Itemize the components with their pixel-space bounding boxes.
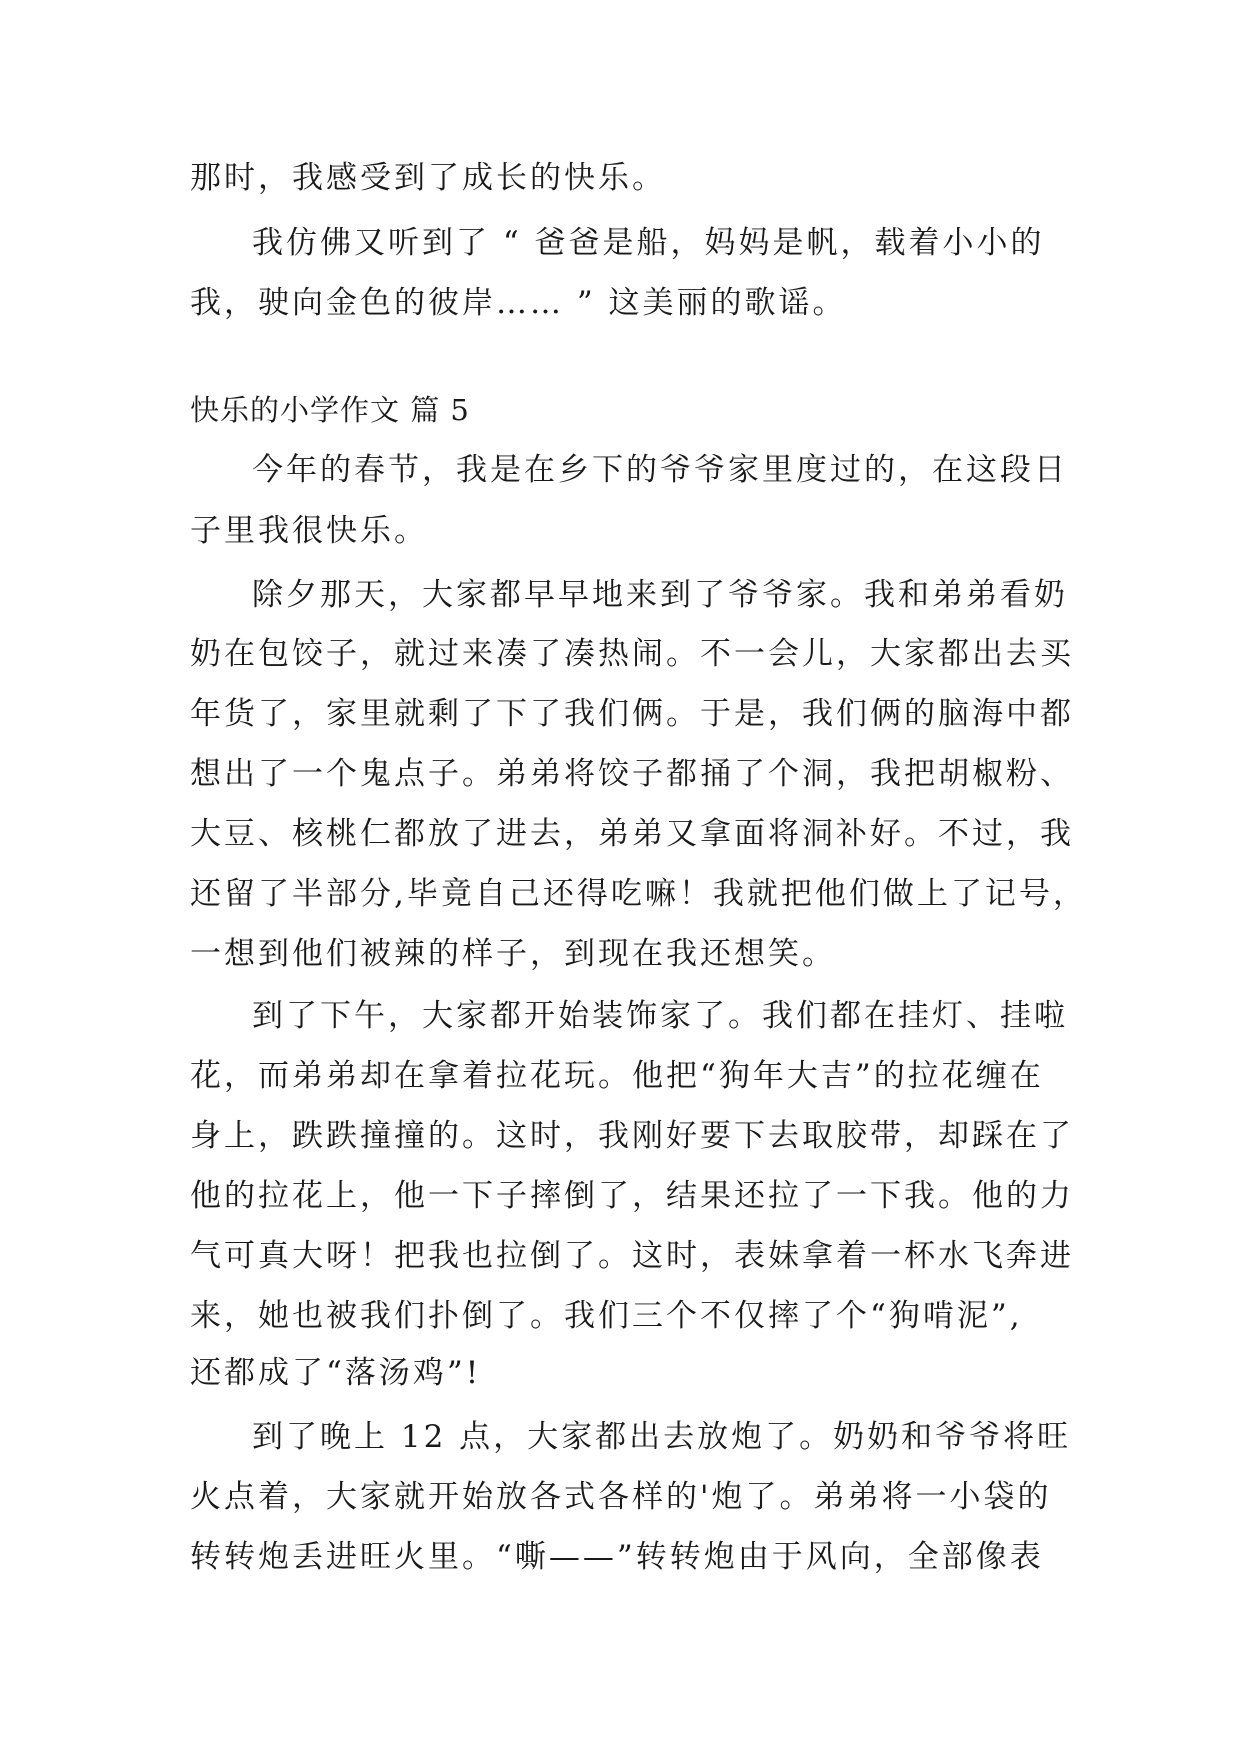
- text-line: 气可真大呀！把我也拉倒了。这时，表妹拿着一杯水飞奔进: [190, 1238, 1074, 1274]
- paragraph-first-line: 到了下午，大家都开始装饰家了。我们都在挂灯、挂啦: [252, 998, 1068, 1034]
- paragraph-first-line: 我仿佛又听到了 “ 爸爸是船，妈妈是帆，载着小小的: [252, 225, 1045, 261]
- text-line: 想出了一个鬼点子。弟弟将饺子都捅了个洞，我把胡椒粉、: [190, 756, 1074, 792]
- text-line: 还留了半部分,毕竟自己还得吃嘛！我就把他们做上了记号，: [190, 876, 1087, 912]
- text-line: 火点着，大家就开始放各式各样的'炮了。弟弟将一小袋的: [190, 1479, 1052, 1515]
- text-line: 转转炮丢进旺火里。“嘶——”转转炮由于风向，全部像表: [190, 1539, 1044, 1575]
- text-line: 大豆、核桃仁都放了进去，弟弟又拿面将洞补好。不过，我: [190, 816, 1074, 852]
- text-line: 年货了，家里就剩了下了我们俩。于是，我们俩的脑海中都: [190, 696, 1074, 732]
- text-line: 来，她也被我们扑倒了。我们三个不仅摔了个“狗啃泥”,: [190, 1298, 1023, 1334]
- paragraph-first-line: 到了晚上 12 点，大家都出去放炮了。奶奶和爷爷将旺: [252, 1419, 1072, 1455]
- text-line: 子里我很快乐。: [190, 513, 428, 549]
- text-line: 花，而弟弟却在拿着拉花玩。他把“狗年大吉”的拉花缠在: [190, 1058, 1044, 1094]
- section-heading: 快乐的小学作文 篇 5: [190, 393, 470, 427]
- text-line: 我，驶向金色的彼岸…… ” 这美丽的歌谣。: [190, 285, 847, 321]
- paragraph-first-line: 今年的春节，我是在乡下的爷爷家里度过的，在这段日: [252, 452, 1068, 488]
- text-line: 身上，跌跌撞撞的。这时，我刚好要下去取胶带，却踩在了: [190, 1118, 1074, 1154]
- text-line: 他的拉花上，他一下子摔倒了，结果还拉了一下我。他的力: [190, 1178, 1074, 1214]
- text-line: 那时，我感受到了成长的快乐。: [190, 160, 666, 196]
- text-line: 还都成了“落汤鸡”!: [190, 1355, 482, 1391]
- text-line: 一想到他们被辣的样子，到现在我还想笑。: [190, 936, 836, 972]
- paragraph-first-line: 除夕那天，大家都早早地来到了爷爷家。我和弟弟看奶: [252, 577, 1068, 613]
- text-line: 奶在包饺子，就过来凑了凑热闹。不一会儿，大家都出去买: [190, 636, 1074, 672]
